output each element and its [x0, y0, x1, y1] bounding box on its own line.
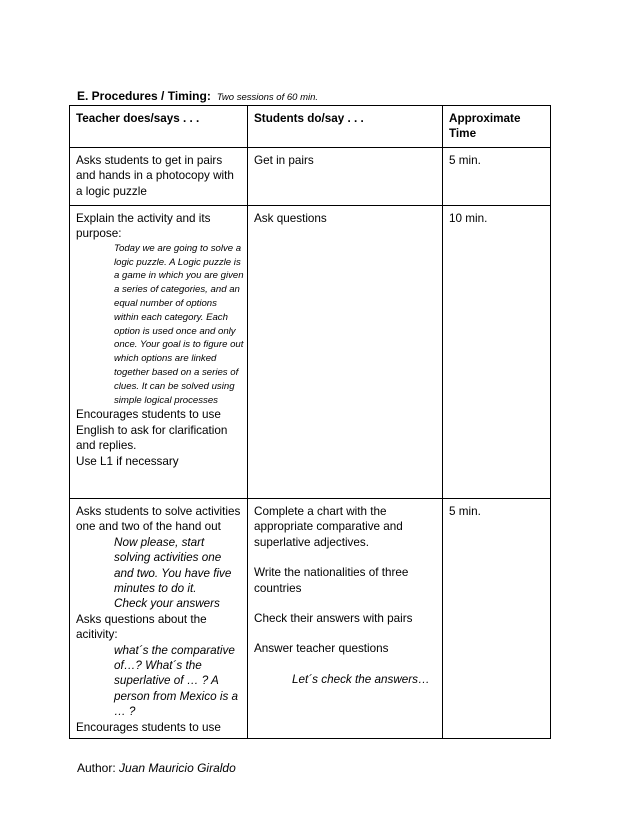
row2-teacher-intro: Explain the activity and its purpose: [76, 212, 211, 241]
table-row [70, 148, 551, 206]
row3-teacher-mid: Asks questions about the acitivity: [76, 612, 207, 642]
header-time: Approximate Time [443, 106, 551, 148]
table-header-row [70, 106, 551, 148]
row2-teacher [70, 206, 248, 499]
row2-time: 10 min. [443, 206, 551, 499]
section-heading [77, 89, 318, 103]
row3-students-3: Check their answers with pairs [254, 612, 413, 626]
section-title: E. Procedures / Timing: [77, 89, 211, 103]
row3-teacher-end: Encourages students to use [76, 720, 221, 734]
row2-students: Ask questions [248, 206, 443, 499]
author-name: Juan Mauricio Giraldo [119, 761, 236, 775]
row3-teacher-quote2: Check your answers [114, 597, 220, 611]
header-students: Students do/say . . . [248, 106, 443, 148]
row2-teacher-quote: Today we are going to solve a logic puzzle. A Logic puzzle is a game in which you are given a series of categories, and an equal number of options within each category. Each option is used once and only once. Your goal is to figure out which options are linked together based on a series of clues. It can be solved using simple logical processes [114, 242, 244, 406]
row1-teacher: Asks students to get in pairs and hands in a photocopy with a logic puzzle [70, 148, 248, 206]
table-row [70, 206, 551, 499]
row3-teacher-quote1: Now please, start solving activities one and two. You have five minutes to do it. [114, 535, 232, 596]
author-label: Author: [77, 761, 116, 775]
author-line [77, 761, 236, 775]
header-teacher: Teacher does/says . . . [70, 106, 248, 148]
row2-teacher-l1: Use L1 if necessary [76, 454, 179, 468]
row2-teacher-after: Encourages students to use English to ask for clarification and replies. [76, 408, 228, 453]
table-row [70, 499, 551, 739]
row1-students: Get in pairs [248, 148, 443, 206]
row3-teacher [70, 499, 248, 739]
row1-time: 5 min. [443, 148, 551, 206]
row3-students-4: Answer teacher questions [254, 642, 389, 656]
row3-students [248, 499, 443, 739]
procedures-table [69, 105, 551, 739]
row3-students-2: Write the nationalities of three countries [254, 566, 409, 595]
row3-time: 5 min. [443, 499, 551, 739]
row3-teacher-quote3: what´s the comparative of…? What´s the superlative of … ? A person from Mexico is a … ? [114, 643, 239, 719]
row3-teacher-intro: Asks students to solve activities one and two of the hand out [76, 505, 241, 534]
section-subtitle: Two sessions of 60 min. [216, 92, 319, 103]
row3-students-5: Let´s check the answers… [292, 672, 430, 686]
row3-students-1: Complete a chart with the appropriate comparative and superlative adjectives. [254, 505, 403, 549]
